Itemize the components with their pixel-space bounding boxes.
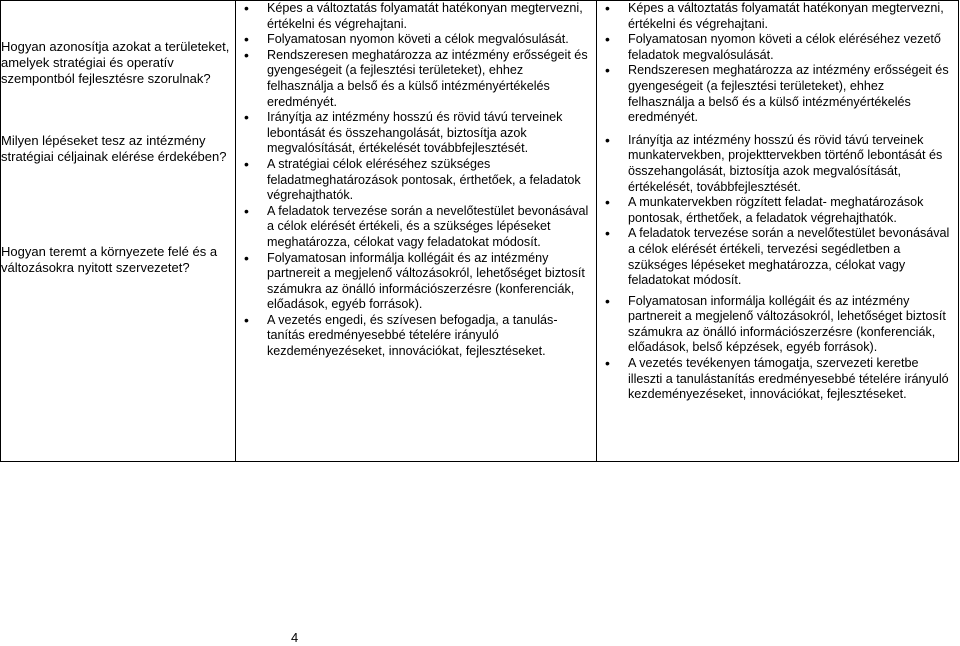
criteria-cell-col2 <box>236 1 597 462</box>
question-2: Milyen lépéseket tesz az intézmény stratégiai céljainak elérése érdekében? <box>1 133 227 164</box>
list-item: • Képes a változtatás folyamatát hatékonyan megtervezni, értékelni és végrehajtani. <box>597 1 958 32</box>
list-item: • Irányítja az intézmény hosszú és rövid távú terveinek munkatervekben, projekttervekben történő lebontását és összehangolását, biztosítja azok megvalósítását, értékelését, továbbfejlesztését. <box>597 133 958 195</box>
list-item: • A vezetés tevékenyen támogatja, szervezeti keretbe illeszti a tanulástanítás eredményesebbé tételére irányuló kezdeményezéseket, innovációkat, fejlesztéseket. <box>597 356 958 403</box>
bullet-list <box>236 110 596 250</box>
question-3: Hogyan teremt a környezete felé és a változásokra nyitott szervezetet? <box>1 244 218 275</box>
bullet-list <box>597 294 958 403</box>
bullet-list <box>236 1 596 110</box>
bullet-list <box>236 251 596 360</box>
list-item: • A feladatok tervezése során a nevelőtestület bevonásával a célok elérését értékeli, tervezési segédletben a szükséges lépéseket meghatározza, célokat vagy feladatokat módosít. <box>597 226 958 288</box>
list-item: • A munkatervekben rögzített feladat- meghatározások pontosak, érthetőek, a feladatok végrehajthatók. <box>597 195 958 226</box>
list-item: • Folyamatosan informálja kollégáit és az intézmény partnereit a megjelenő változásokról, lehetőséget biztosít számukra az önálló információszerzésre (konferenciák, előadások, egyéb források). <box>236 251 596 313</box>
list-item: • A stratégiai célok eléréséhez szükséges feladatmeghatározások pontosak, érthetőek, a feladatok végrehajthatók. <box>236 157 596 204</box>
bullet-list <box>597 133 958 289</box>
table-row <box>1 1 959 462</box>
list-item: • Képes a változtatás folyamatát hatékonyan megtervezni, értékelni és végrehajtani. <box>236 1 596 32</box>
list-item: • Folyamatosan informálja kollégáit és az intézmény partnereit a megjelenő változásokról, lehetőséget biztosít számukra az önálló információszerzésre (konferenciák, előadások, belső képzések, egyéb források). <box>597 294 958 356</box>
criteria-cell-col3 <box>597 1 959 462</box>
list-item: • Irányítja az intézmény hosszú és rövid távú terveinek lebontását és összehangolását, biztosítja azok megvalósítását, értékelését továbbfejlesztését. <box>236 110 596 157</box>
list-item: • Rendszeresen meghatározza az intézmény erősségeit és gyengeségeit (a fejlesztési területeket), ehhez felhasználja a belső és a külső intézményértékelés eredményét. <box>236 48 596 110</box>
list-item: • Folyamatosan nyomon követi a célok eléréséhez vezető feladatok megvalósulását. <box>597 32 958 63</box>
page-number: 4 <box>291 630 299 645</box>
bullet-list <box>597 1 958 126</box>
list-item: • Rendszeresen meghatározza az intézmény erősségeit és gyengeségeit (a fejlesztési területeket), ehhez felhasználja a belső és a külső intézményértékelés eredményét. <box>597 63 958 125</box>
list-item: • A vezetés engedi, és szívesen befogadja, a tanulás-tanítás eredményesebbé tételére irányuló kezdeményezéseket, innovációkat, fejlesztéseket. <box>236 313 596 360</box>
list-item: • A feladatok tervezése során a nevelőtestület bevonásával a célok elérését értékeli, és a szükséges lépéseket meghatározza, célokat vagy feladatokat módosít. <box>236 204 596 251</box>
questions-cell <box>1 1 236 462</box>
question-1: Hogyan azonosítja azokat a területeket, amelyek stratégiai és operatív szempontból fejlesztésre szorulnak? <box>1 39 230 86</box>
list-item: • Folyamatosan nyomon követi a célok megvalósulását. <box>236 32 596 48</box>
